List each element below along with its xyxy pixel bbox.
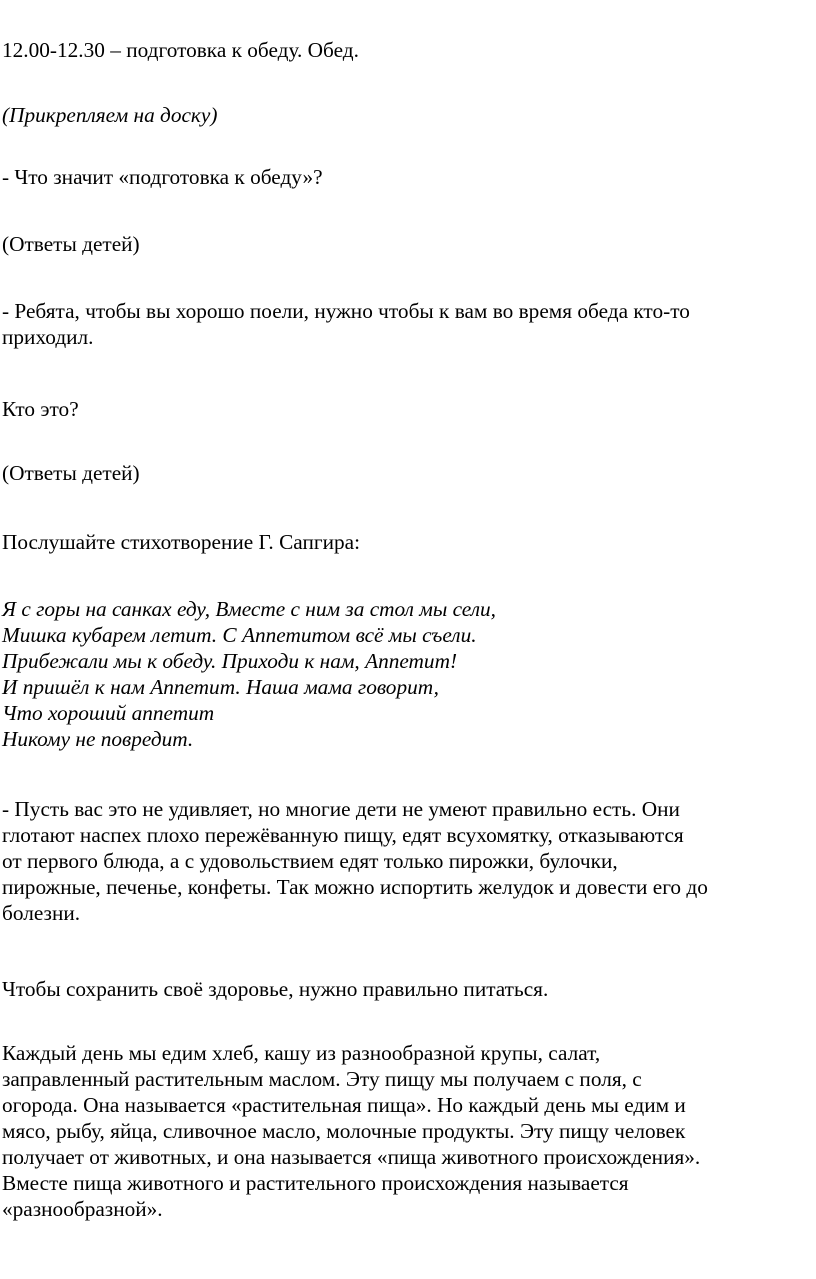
food-types-line: огорода. Она называется «растительная пища». Но каждый день мы едим и bbox=[2, 1093, 686, 1117]
schedule-heading: 12.00-12.30 – подготовка к обеду. Обед. bbox=[2, 38, 359, 62]
intro-paragraph bbox=[2, 298, 816, 350]
food-types-line: Вместе пища животного и растительного происхождения называется bbox=[2, 1171, 629, 1195]
eating-habits-line: пирожные, печенье, конфеты. Так можно испортить желудок и довести его до bbox=[2, 875, 708, 899]
food-types-line: «разнообразной». bbox=[2, 1197, 163, 1221]
poem bbox=[2, 596, 816, 752]
eating-habits-line: - Пусть вас это не удивляет, но многие дети не умеют правильно есть. Они bbox=[2, 797, 680, 821]
intro-line: приходил. bbox=[2, 325, 94, 349]
question-who: Кто это? bbox=[2, 397, 79, 421]
eating-habits-line: от первого блюда, а с удовольствием едят только пирожки, булочки, bbox=[2, 849, 618, 873]
eating-habits-line: болезни. bbox=[2, 901, 81, 925]
poem-line: Я с горы на санках еду, Вместе с ним за стол мы сели, bbox=[2, 597, 496, 621]
poem-intro: Послушайте стихотворение Г. Сапгира: bbox=[2, 530, 361, 554]
food-types-line: получает от животных, и она называется «пища животного происхождения». bbox=[2, 1145, 701, 1169]
board-note: (Прикрепляем на доску) bbox=[2, 103, 218, 127]
eating-habits-paragraph bbox=[2, 796, 816, 926]
poem-line: Мишка кубарем летит. С Аппетитом всё мы съели. bbox=[2, 623, 477, 647]
poem-line: Никому не повредит. bbox=[2, 727, 194, 751]
food-types-line: заправленный растительным маслом. Эту пищу мы получаем с поля, с bbox=[2, 1067, 642, 1091]
food-types-line: мясо, рыбу, яйца, сливочное масло, молочные продукты. Эту пищу человек bbox=[2, 1119, 686, 1143]
children-answers-1: (Ответы детей) bbox=[2, 232, 140, 256]
intro-line: - Ребята, чтобы вы хорошо поели, нужно чтобы к вам во время обеда кто-то bbox=[2, 299, 690, 323]
poem-line: Прибежали мы к обеду. Приходи к нам, Аппетит! bbox=[2, 649, 458, 673]
question-prep: - Что значит «подготовка к обеду»? bbox=[2, 165, 323, 189]
poem-line: И пришёл к нам Аппетит. Наша мама говорит, bbox=[2, 675, 439, 699]
poem-line: Что хороший аппетит bbox=[2, 701, 215, 725]
food-types-line: Каждый день мы едим хлеб, кашу из разнообразной крупы, салат, bbox=[2, 1041, 601, 1065]
eating-habits-line: глотают наспех плохо пережёванную пищу, едят всухомятку, отказываются bbox=[2, 823, 684, 847]
children-answers-2: (Ответы детей) bbox=[2, 461, 140, 485]
health-line: Чтобы сохранить своё здоровье, нужно правильно питаться. bbox=[2, 977, 549, 1001]
food-types-paragraph bbox=[2, 1040, 816, 1222]
